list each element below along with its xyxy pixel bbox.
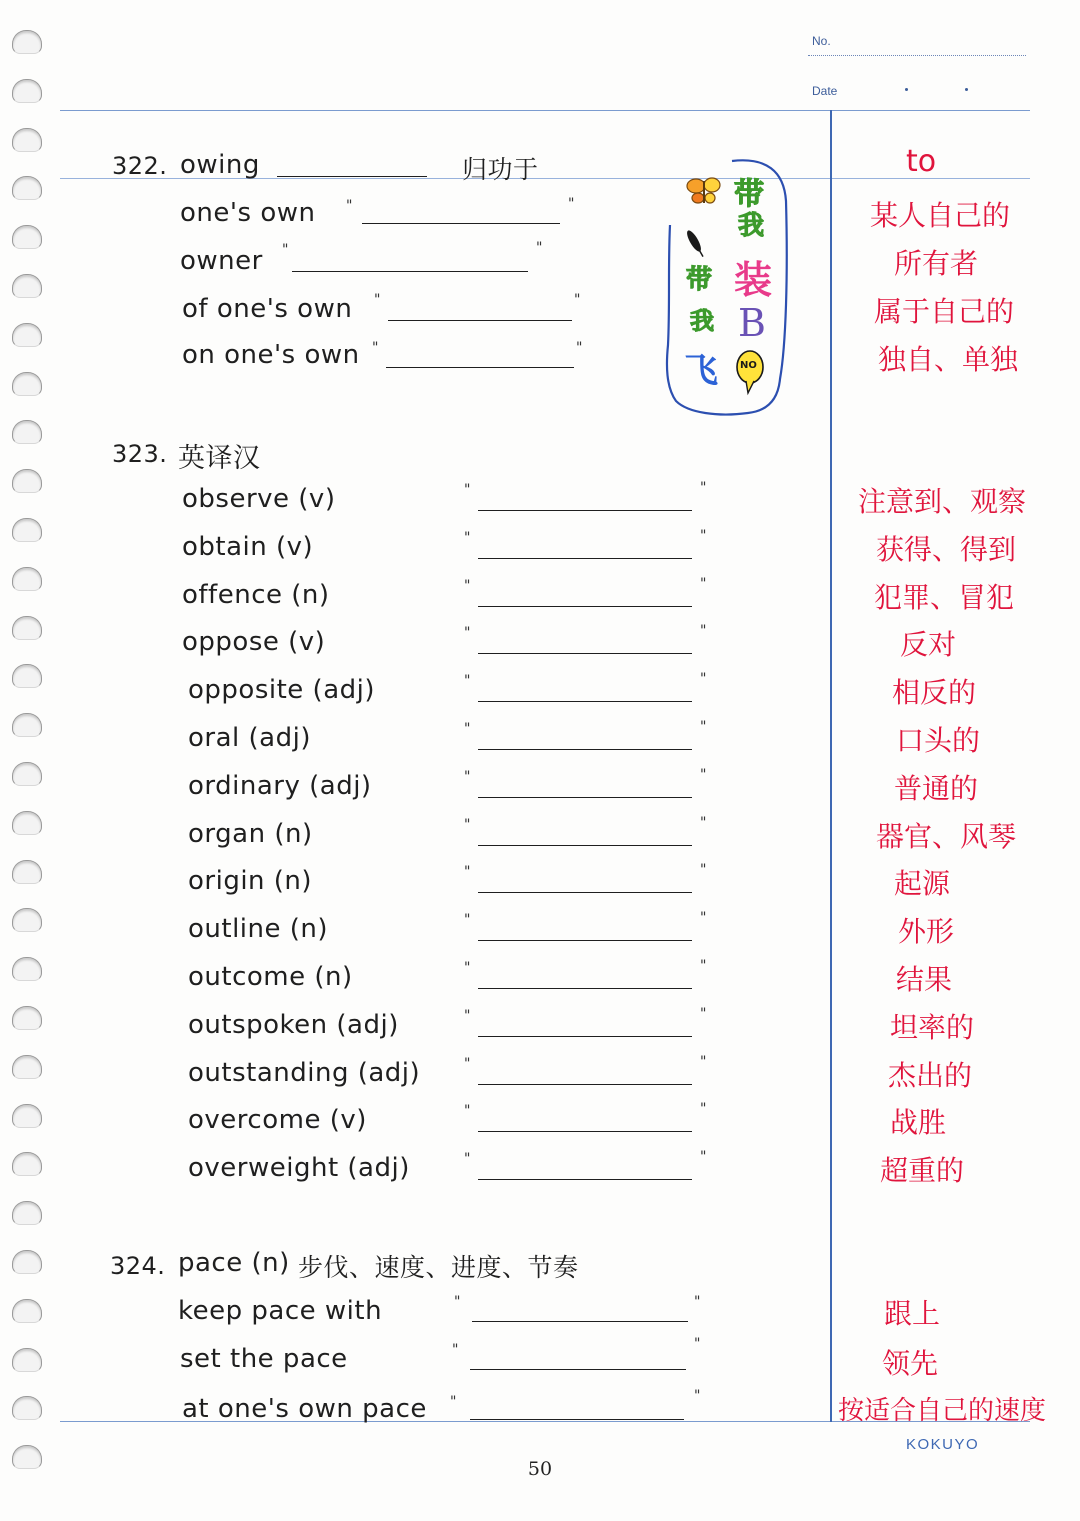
answer-blank [478,988,692,989]
sticker-char: 带 [734,177,764,212]
answer-blank [292,271,528,272]
binder-hole [12,1152,42,1176]
binder-hole [12,128,42,152]
item-number: 322. [112,152,168,180]
page-number: 50 [527,1458,553,1480]
phrase: at one's own pace [182,1394,427,1424]
vocab-word: oppose (v) [182,627,326,658]
answer-blank [478,1131,692,1132]
binder-hole [12,860,42,884]
binder-hole [12,30,42,54]
answer-blank [478,653,692,654]
vocab-word: outstanding (adj) [188,1057,421,1088]
binder-hole [12,1396,42,1420]
binder-hole [12,664,42,688]
vocab-word: oral (adj) [188,723,311,753]
answer-text: 器官、风琴 [876,819,1017,853]
vocab-word: ordinary (adj) [188,770,372,801]
sticker-char: 装 [734,258,773,302]
vocab-word: observe (v) [182,484,336,514]
answer-blank [362,223,560,224]
headword: owing [180,150,260,180]
answer-text: 属于自己的 [874,295,1015,328]
phrase: set the pace [180,1344,348,1374]
item-number: 324. [110,1252,166,1280]
headword: pace (n) [178,1248,290,1278]
answer-blank [478,510,692,511]
headword-meaning: 归功于 [462,155,539,184]
date-label: Date [812,84,838,98]
binder-hole [12,957,42,981]
answer-text: 坦率的 [890,1010,975,1044]
binder-hole [12,762,42,786]
phrase: one's own [180,198,316,228]
answer-text: 相反的 [892,676,977,710]
sticker-char: 带 [686,265,713,295]
margin-line [830,110,832,1422]
vocab-word: offence (n) [182,579,330,610]
vocab-word: obtain (v) [182,531,314,562]
answer-text: 跟上 [884,1297,941,1330]
answer-blank [478,845,692,846]
answer-blank [478,558,692,559]
binder-hole [12,1006,42,1030]
notebook-page: No. Date 322. owing 归功于 to one's own " " 某人自己的 owner " " 所有者 of one's own " " 属于自己的 on one's own " " 独自、单独 带 我 装 B 带 我 飞 NO 323. 英译汉 observe (v) " " 注意到、观察 obtain (v) " " 获得、得到 offence (n) " " 犯罪、冒犯 oppose (v) " " 反对 opposite (adj) " " 相反的 oral (adj) " " 口头的 ordinary (adj) " " 普通的 organ (n) " " 器官、风琴 origin (n) " " 起源 outline (n) " " 外形 outcome (n) " " 结果 outspoken (adj) " " 坦率的 outstanding (adj) " " 杰出的 overcome (v) " " 战胜 overweight (adj) " " 超重的 324. pace (n) 步伐、速度、进度、节奏 keep pace with " " 跟上 set the pace " " 领先 at one's own pace " " 按适合自己的速度 50 KOKUYO [0,0,1080,1521]
answer-text: 外形 [898,915,955,949]
binder-holes [12,30,44,1480]
answer-text: 按适合自己的速度 [838,1396,1047,1426]
answer-text: 注意到、观察 [858,485,1027,518]
answer-blank [478,606,692,607]
speech-bubble-icon [737,351,763,393]
binder-hole [12,79,42,103]
answer-blank [470,1369,686,1370]
binder-hole [12,469,42,493]
binder-hole [12,420,42,444]
answer-blank [478,1036,692,1037]
binder-hole [12,274,42,298]
sticker-char: B [738,301,766,345]
vocab-word: overcome (v) [188,1105,367,1136]
answer-blank [478,940,692,941]
vocab-word: overweight (adj) [188,1153,410,1184]
answer-text: 起源 [894,867,951,901]
binder-hole [12,1201,42,1225]
answer-text: 所有者 [894,247,979,280]
date-separator [965,88,968,91]
answer-text: 某人自己的 [870,199,1011,232]
answer-blank [478,892,692,893]
binder-hole [12,1348,42,1372]
date-separator [905,88,908,91]
answer-text: 战胜 [890,1106,947,1140]
sticker-char: 我 [738,211,765,241]
decorative-sticker [662,155,790,417]
answer-blank [386,367,574,368]
vocab-word: organ (n) [188,818,313,849]
answer-blank [472,1321,688,1322]
vocab-word: origin (n) [188,866,313,897]
binder-hole [12,372,42,396]
vocab-word: opposite (adj) [188,675,375,706]
answer-blank [478,1084,692,1085]
binder-hole [12,713,42,737]
phrase: owner [180,246,263,276]
binder-hole [12,225,42,249]
binder-hole [12,1104,42,1128]
answer-text: 犯罪、冒犯 [874,580,1015,614]
answer-blank [277,176,427,177]
binder-hole [12,176,42,200]
sticker-no-badge: NO [740,360,757,371]
answer-blank [478,749,692,750]
answer-blank [478,797,692,798]
answer-text: 领先 [882,1347,939,1380]
answer-text: 独自、单独 [878,343,1019,376]
vocab-word: outspoken (adj) [188,1009,399,1040]
phrase: keep pace with [178,1296,383,1326]
vocab-word: outline (n) [188,914,329,945]
answer-text: 超重的 [880,1154,965,1188]
answer-text: 反对 [900,628,957,662]
answer-text: 杰出的 [888,1058,973,1092]
section-heading: 英译汉 [178,443,261,474]
brand-logo: KOKUYO [906,1436,980,1453]
binder-hole [12,518,42,542]
no-label: No. [812,34,831,48]
binder-hole [12,323,42,347]
answer-blank [470,1419,684,1420]
binder-hole [12,1299,42,1323]
sticker-char: 飞 [684,351,718,391]
answer-text: 普通的 [894,771,979,805]
answer-text: to [906,144,937,179]
binder-hole [12,1055,42,1079]
binder-hole [12,567,42,591]
binder-hole [12,1250,42,1274]
butterfly-icon [687,178,720,203]
top-rule [60,110,1030,111]
headword-meaning: 步伐、速度、进度、节奏 [298,1253,579,1282]
no-dotted-line [808,55,1026,56]
vocab-word: outcome (n) [188,962,353,992]
binder-hole [12,908,42,932]
answer-blank [478,701,692,702]
phrase: of one's own [182,294,353,324]
sticker-char: 我 [690,307,714,335]
feather-icon [685,229,707,259]
answer-text: 获得、得到 [876,532,1017,566]
answer-blank [478,1179,692,1180]
binder-hole [12,616,42,640]
answer-text: 结果 [896,963,953,996]
answer-text: 口头的 [896,724,981,757]
phrase: on one's own [182,340,360,370]
answer-blank [388,320,572,321]
item-number: 323. [112,440,168,468]
binder-hole [12,811,42,835]
